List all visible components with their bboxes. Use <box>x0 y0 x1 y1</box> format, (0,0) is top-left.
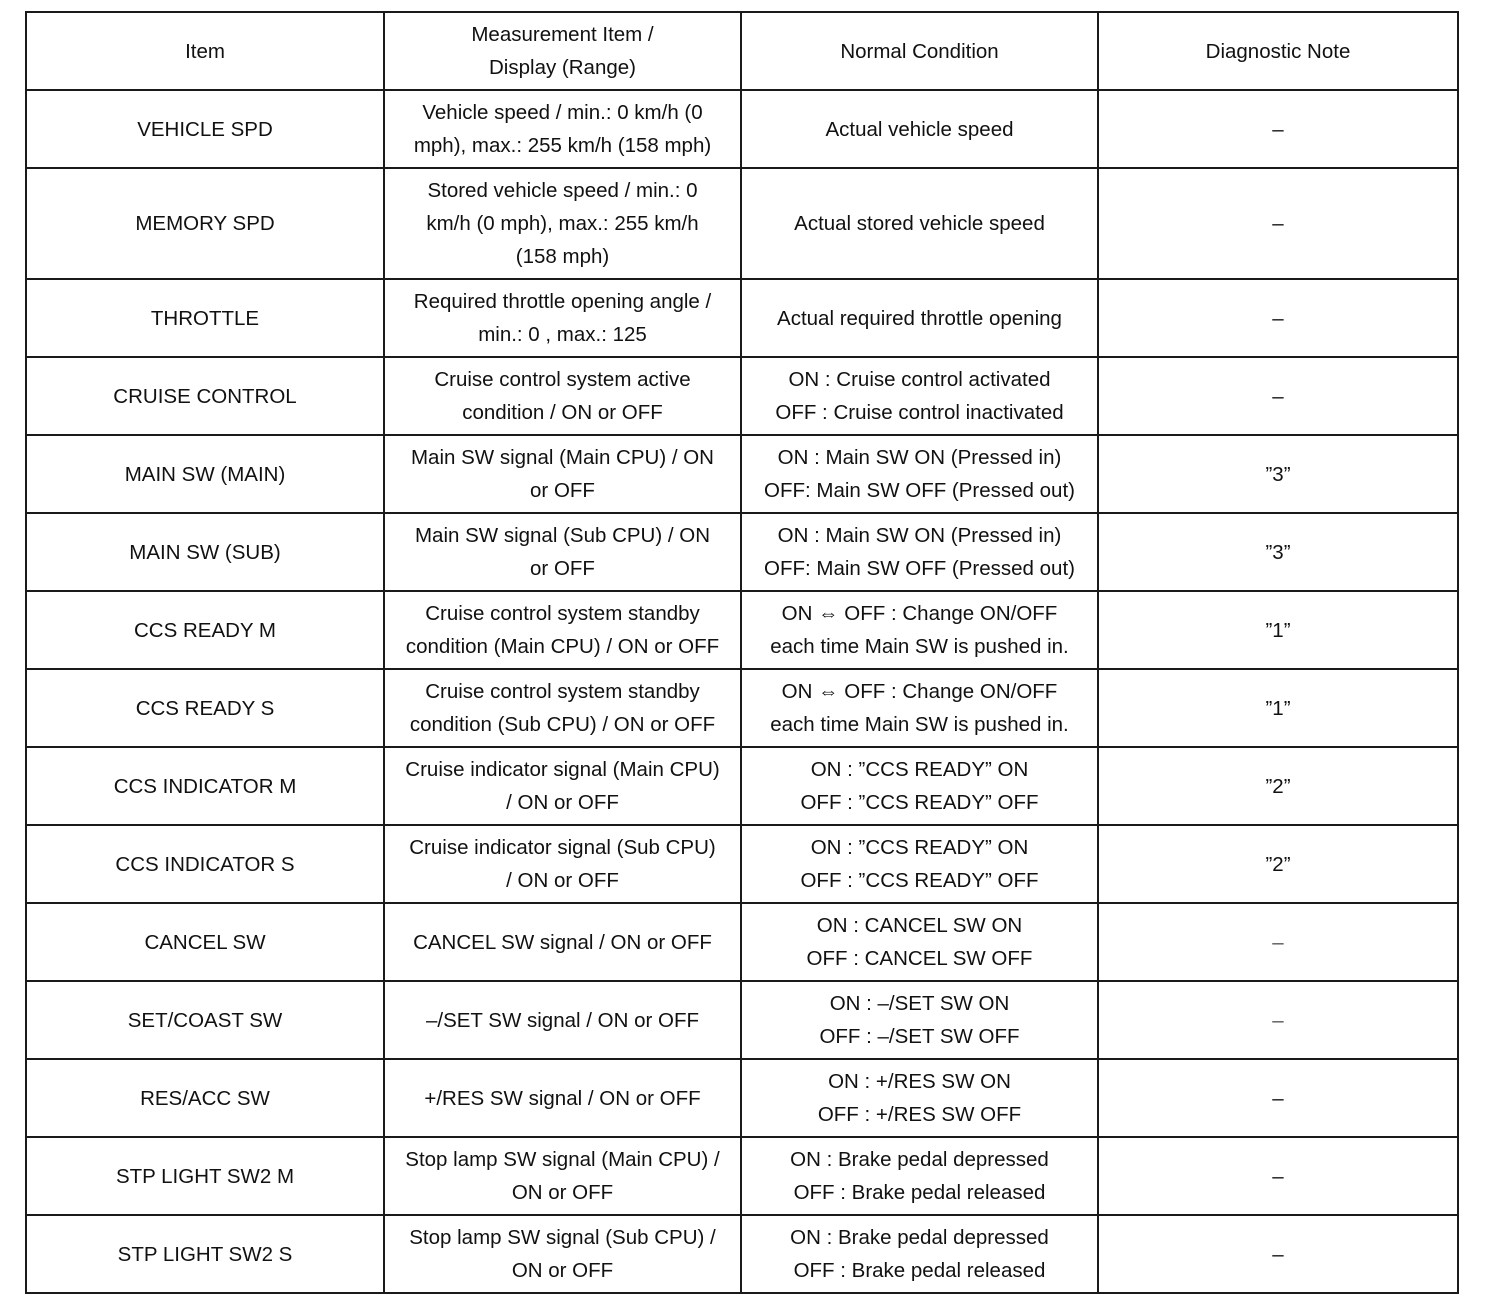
table-row <box>26 981 1458 1059</box>
cell-normal-condition: ON : Main SW ON (Pressed in) OFF: Main SW OFF (Pressed out) <box>741 435 1098 513</box>
cell-measurement: +/RES SW signal / ON or OFF <box>384 1059 741 1137</box>
cell-item: CCS INDICATOR S <box>26 825 384 903</box>
cell-normal-condition: Actual stored vehicle speed <box>741 168 1098 279</box>
table-row <box>26 825 1458 903</box>
cell-diagnostic-note: – <box>1098 981 1458 1059</box>
cell-measurement: Vehicle speed / min.: 0 km/h (0 mph), max.: 255 km/h (158 mph) <box>384 90 741 168</box>
cell-diagnostic-note: ”2” <box>1098 747 1458 825</box>
cell-diagnostic-note: – <box>1098 1215 1458 1293</box>
cell-measurement: Main SW signal (Main CPU) / ON or OFF <box>384 435 741 513</box>
table-row <box>26 279 1458 357</box>
table-row <box>26 747 1458 825</box>
header-diagnostic-note: Diagnostic Note <box>1098 12 1458 90</box>
cell-diagnostic-note: – <box>1098 357 1458 435</box>
cell-normal-condition: ON : Brake pedal depressed OFF : Brake pedal released <box>741 1137 1098 1215</box>
table-row <box>26 591 1458 669</box>
header-measurement-item: Measurement Item / Display (Range) <box>384 12 741 90</box>
table-row <box>26 90 1458 168</box>
cell-item: CCS INDICATOR M <box>26 747 384 825</box>
cell-normal-condition: Actual required throttle opening <box>741 279 1098 357</box>
cell-measurement: Cruise indicator signal (Main CPU) / ON or OFF <box>384 747 741 825</box>
cell-measurement: Main SW signal (Sub CPU) / ON or OFF <box>384 513 741 591</box>
cell-diagnostic-note: ”3” <box>1098 513 1458 591</box>
cell-item: RES/ACC SW <box>26 1059 384 1137</box>
cell-diagnostic-note: – <box>1098 90 1458 168</box>
cell-diagnostic-note: – <box>1098 168 1458 279</box>
cell-normal-condition: Actual vehicle speed <box>741 90 1098 168</box>
table-row <box>26 903 1458 981</box>
cell-measurement: Cruise control system standby condition (Sub CPU) / ON or OFF <box>384 669 741 747</box>
cell-item: MAIN SW (SUB) <box>26 513 384 591</box>
cell-measurement: Cruise control system standby condition (Main CPU) / ON or OFF <box>384 591 741 669</box>
cell-item: CCS READY S <box>26 669 384 747</box>
cell-item: STP LIGHT SW2 S <box>26 1215 384 1293</box>
cell-diagnostic-note: ”1” <box>1098 669 1458 747</box>
table-row <box>26 669 1458 747</box>
cell-normal-condition: ON : +/RES SW ON OFF : +/RES SW OFF <box>741 1059 1098 1137</box>
cell-item: CRUISE CONTROL <box>26 357 384 435</box>
table-row <box>26 435 1458 513</box>
table-row <box>26 513 1458 591</box>
cell-measurement: Cruise control system active condition / ON or OFF <box>384 357 741 435</box>
cell-diagnostic-note: ”3” <box>1098 435 1458 513</box>
cell-measurement: Required throttle opening angle / min.: 0 , max.: 125 <box>384 279 741 357</box>
table-row <box>26 1059 1458 1137</box>
cell-item: CCS READY M <box>26 591 384 669</box>
cell-diagnostic-note: – <box>1098 279 1458 357</box>
cell-normal-condition: ON : Brake pedal depressed OFF : Brake pedal released <box>741 1215 1098 1293</box>
cell-normal-condition: ON : Cruise control activated OFF : Cruise control inactivated <box>741 357 1098 435</box>
table-row <box>26 1215 1458 1293</box>
header-item: Item <box>26 12 384 90</box>
cell-item: SET/COAST SW <box>26 981 384 1059</box>
cell-measurement: Cruise indicator signal (Sub CPU) / ON or OFF <box>384 825 741 903</box>
data-list-table <box>25 11 1459 1294</box>
table-row <box>26 357 1458 435</box>
cell-diagnostic-note: – <box>1098 1137 1458 1215</box>
cell-item: THROTTLE <box>26 279 384 357</box>
cell-normal-condition: ON : ”CCS READY” ON OFF : ”CCS READY” OFF <box>741 825 1098 903</box>
cell-diagnostic-note: – <box>1098 903 1458 981</box>
cell-normal-condition: ON : ”CCS READY” ON OFF : ”CCS READY” OFF <box>741 747 1098 825</box>
cell-measurement: Stored vehicle speed / min.: 0 km/h (0 mph), max.: 255 km/h (158 mph) <box>384 168 741 279</box>
cell-diagnostic-note: ”1” <box>1098 591 1458 669</box>
cell-normal-condition: ON : Main SW ON (Pressed in) OFF: Main SW OFF (Pressed out) <box>741 513 1098 591</box>
table-row <box>26 1137 1458 1215</box>
cell-normal-condition: ON : CANCEL SW ON OFF : CANCEL SW OFF <box>741 903 1098 981</box>
cell-measurement: –/SET SW signal / ON or OFF <box>384 981 741 1059</box>
cell-measurement: Stop lamp SW signal (Sub CPU) / ON or OFF <box>384 1215 741 1293</box>
cell-item: STP LIGHT SW2 M <box>26 1137 384 1215</box>
cell-item: MAIN SW (MAIN) <box>26 435 384 513</box>
cell-diagnostic-note: – <box>1098 1059 1458 1137</box>
header-normal-condition: Normal Condition <box>741 12 1098 90</box>
cell-normal-condition: ON ⇔ OFF : Change ON/OFF each time Main SW is pushed in. <box>741 591 1098 669</box>
cell-diagnostic-note: ”2” <box>1098 825 1458 903</box>
table-header-row <box>26 12 1458 90</box>
cell-item: VEHICLE SPD <box>26 90 384 168</box>
cell-measurement: CANCEL SW signal / ON or OFF <box>384 903 741 981</box>
table-row <box>26 168 1458 279</box>
cell-item: MEMORY SPD <box>26 168 384 279</box>
cell-item: CANCEL SW <box>26 903 384 981</box>
cell-measurement: Stop lamp SW signal (Main CPU) / ON or OFF <box>384 1137 741 1215</box>
cell-normal-condition: ON ⇔ OFF : Change ON/OFF each time Main SW is pushed in. <box>741 669 1098 747</box>
cell-normal-condition: ON : –/SET SW ON OFF : –/SET SW OFF <box>741 981 1098 1059</box>
